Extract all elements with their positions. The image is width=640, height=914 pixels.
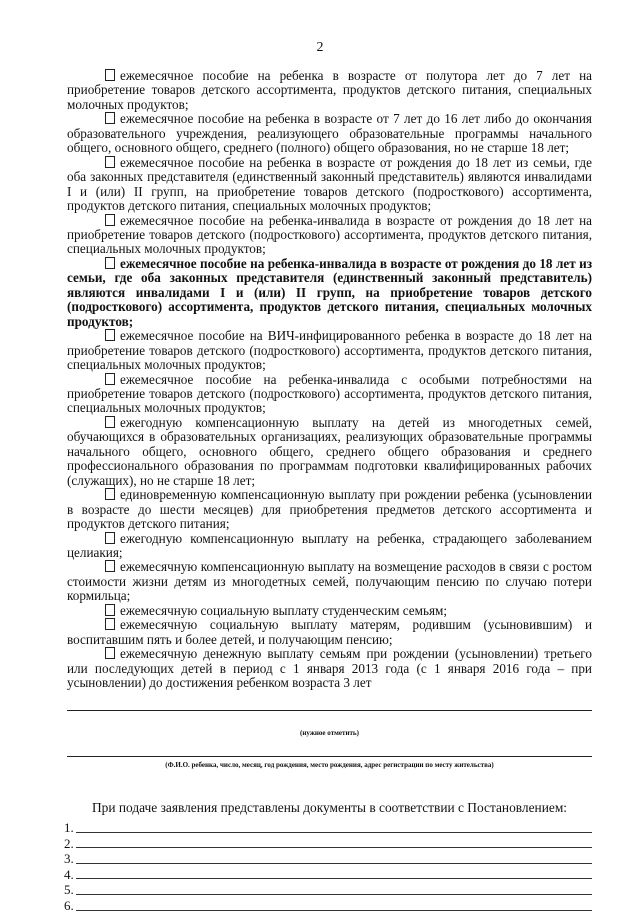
benefit-option-text: ежемесячное пособие на ребенка-инвалида в возрасте от рождения до 18 лет из семьи, где оба законных представителя (единственный законный представитель) являются инвалидами I и (или) II групп, на приобретение товаров детского (подросткового) ассортимента, продуктов детского питания, специальных молочных продуктов; (67, 255, 592, 329)
caption-needed: (нужное отметить) (300, 729, 359, 737)
document-entry-number: 6. (64, 897, 74, 913)
documents-heading: При подаче заявления представлены документы в соответствии с Постановлением: (91, 800, 568, 815)
document-entry-field[interactable] (76, 894, 592, 895)
benefit-option (67, 156, 592, 214)
checkbox[interactable] (105, 618, 115, 630)
document-entry-row (64, 898, 592, 914)
document-entry-field[interactable] (76, 847, 592, 848)
benefit-option (67, 416, 592, 488)
benefit-option-text: ежемесячное пособие на ребенка в возрасте от полутора лет до 7 лет на приобретение товаров детского ассортимента, продуктов детского питания, специальных молочных продуктов; (67, 68, 592, 112)
document-entry-row (64, 851, 592, 867)
document-entry-field[interactable] (76, 910, 592, 911)
benefit-option-text: ежемесячную денежную выплату семьям при рождении (усыновлении) третьего или последующих детей в период с 1 января 2013 года (с 1 января 2016 года – при усыновлении) до достижения ребенком возраста 3 лет (67, 646, 592, 691)
benefit-option (67, 532, 592, 561)
document-entry-row (64, 867, 592, 883)
checkbox[interactable] (105, 488, 115, 500)
checkbox[interactable] (105, 532, 115, 544)
benefit-option-text: ежемесячное пособие на ВИЧ-инфицированного ребенка в возрасте до 18 лет на приобретение товаров детского (подросткового) ассортимента, продуктов детского питания, специальных молочных продуктов; (67, 328, 592, 373)
benefit-option (67, 618, 592, 647)
checkbox[interactable] (105, 604, 115, 616)
checkbox[interactable] (105, 69, 115, 81)
document-entry-row (64, 836, 592, 852)
benefit-option-text: ежемесячное пособие на ребенка-инвалида с особыми потребностями на приобретение товаров детского (подросткового) ассортимента, продуктов детского питания, специальных молочных продуктов; (67, 371, 592, 416)
benefit-option-text: единовременную компенсационную выплату при рождении ребенка (усыновлении в возрасте до шести месяцев) для приобретения предметов детского ассортимента и продуктов детского питания; (67, 487, 592, 532)
benefit-option (67, 329, 592, 372)
benefit-option-text: ежемесячную социальную выплату студенческим семьям; (120, 602, 448, 618)
benefit-option (67, 112, 592, 155)
benefit-option (67, 604, 592, 618)
document-entry-number: 4. (64, 866, 74, 882)
benefit-option-text: ежемесячную социальную выплату матерям, родившим (усыновившим) и воспитавшим пять и более детей, и получающим пенсию; (67, 617, 592, 647)
checkbox[interactable] (105, 214, 115, 226)
benefit-option (67, 373, 592, 416)
document-entry-number: 2. (64, 835, 74, 851)
document-entry-field[interactable] (76, 832, 592, 833)
checkbox[interactable] (105, 329, 115, 341)
benefit-option (67, 257, 592, 329)
checkbox[interactable] (105, 373, 115, 385)
benefit-option (67, 560, 592, 603)
document-entry-field[interactable] (76, 863, 592, 864)
benefit-option-text: ежегодную компенсационную выплату на детей из многодетных семей, обучающихся в образовательных организациях, реализующих образовательные программы начального общего, основного общего, среднего общего образования и среднего профессионального образования по программам подготовки квалифицированных рабочих (служащих), но не старше 18 лет; (67, 414, 592, 488)
documents-list (64, 820, 592, 914)
checkbox[interactable] (105, 257, 115, 269)
checkbox[interactable] (105, 647, 115, 659)
document-entry-row (64, 820, 592, 836)
benefit-option (67, 214, 592, 257)
checkbox[interactable] (105, 156, 115, 168)
benefit-option-text: ежемесячное пособие на ребенка-инвалида в возрасте от рождения до 18 лет на приобретение товаров детского (подросткового) ассортимента, продуктов детского питания, специальных молочных продуктов; (67, 212, 592, 257)
document-entry-number: 1. (64, 820, 74, 835)
benefit-option (67, 488, 592, 531)
document-entry-number: 3. (64, 851, 74, 867)
checkbox[interactable] (105, 416, 115, 428)
checkbox[interactable] (105, 112, 115, 124)
separator-line (67, 710, 592, 711)
caption-fio: (Ф.И.О. ребенка, число, месяц, год рождения, место рождения, адрес регистрации по месту жительства) (165, 761, 494, 769)
benefit-option-text: ежемесячное пособие на ребенка в возрасте от 7 лет до 16 лет либо до окончания образовательного учреждения, реализующего образовательные программы начального общего, основного общего, среднего (полного) общего образования, но не старше 18 лет; (67, 111, 592, 156)
benefit-option-text: ежемесячную компенсационную выплату на возмещение расходов в связи с ростом стоимости жизни детям из многодетных семей, получающим пенсию по случаю потери кормильца; (67, 559, 592, 604)
benefit-options-list (67, 69, 592, 690)
child-info-line[interactable] (67, 756, 592, 757)
benefit-option (67, 647, 592, 690)
document-entry-number: 5. (64, 882, 74, 898)
benefit-option (67, 69, 592, 112)
benefit-option-text: ежегодную компенсационную выплату на ребенка, страдающего заболеванием целиакия; (67, 530, 592, 560)
document-entry-field[interactable] (76, 878, 592, 879)
document-entry-row (64, 882, 592, 898)
page-number: 2 (316, 40, 324, 55)
checkbox[interactable] (105, 560, 115, 572)
benefit-option-text: ежемесячное пособие на ребенка в возрасте от рождения до 18 лет из семьи, где оба законных представителя (единственный законный представитель) являются инвалидами I и (или) II групп, на приобретение товаров детского (подросткового) ассортимента, продуктов детского питания, специальных молочных продуктов; (67, 154, 592, 214)
